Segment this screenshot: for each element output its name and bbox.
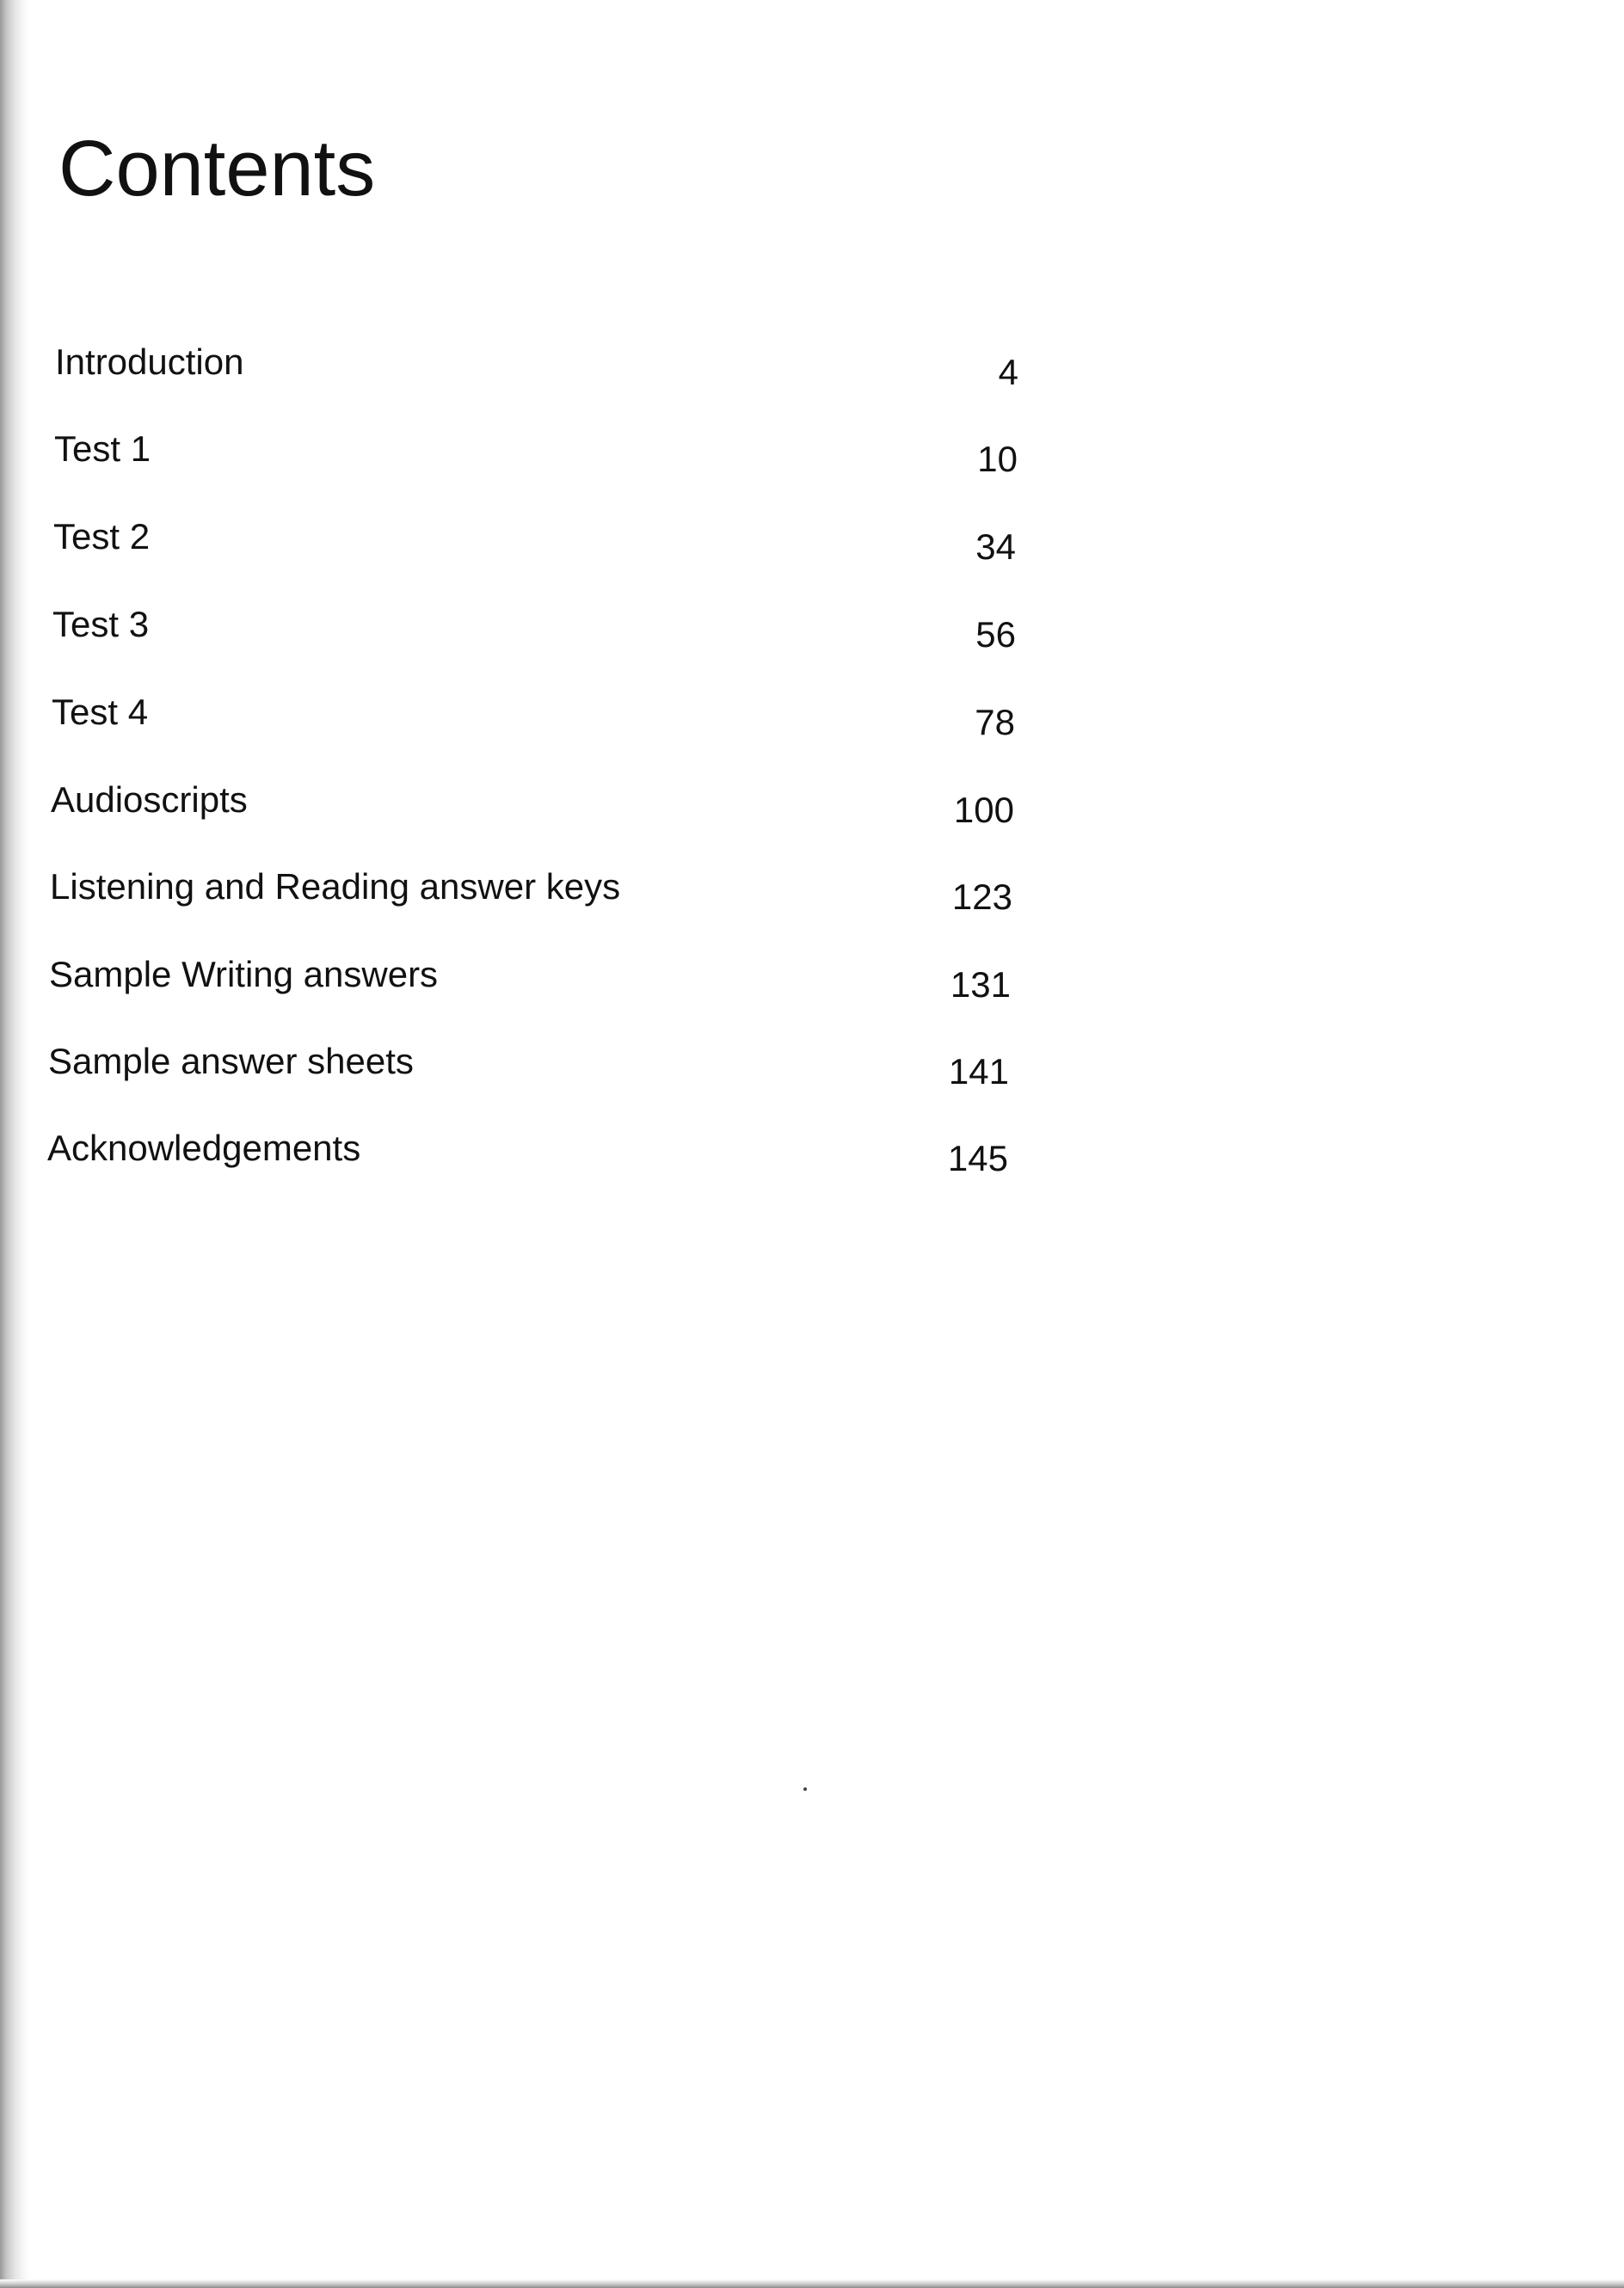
toc-page-number: 4 [998, 352, 1018, 392]
toc-entry-label: Test 2 [53, 516, 151, 557]
toc-page-number: 141 [948, 1051, 1009, 1092]
toc-entry-label: Test 3 [52, 604, 150, 644]
toc-entry-label: Sample answer sheets [48, 1041, 414, 1081]
toc-page-number: 34 [975, 526, 1016, 567]
page-title: Contents [58, 125, 376, 212]
scan-speck [803, 1787, 807, 1791]
toc-page-number: 123 [951, 876, 1012, 917]
toc-entry-label: Acknowledgements [47, 1128, 361, 1168]
toc-page-number: 56 [975, 614, 1016, 655]
toc-entry-label: Introduction [55, 341, 244, 382]
toc-entry-label: Test 1 [54, 428, 151, 469]
toc-page-number: 78 [975, 702, 1015, 742]
toc-entry-label: Sample Writing answers [49, 954, 439, 994]
toc-entry-label: Audioscripts [51, 779, 248, 820]
toc-page-number: 100 [953, 790, 1014, 830]
toc-page-number: 10 [977, 439, 1018, 479]
toc-entry-label: Listening and Reading answer keys [50, 866, 621, 907]
toc-page-number: 131 [950, 964, 1011, 1005]
toc-page-number: 145 [947, 1138, 1008, 1178]
toc-entry-label: Test 4 [52, 692, 149, 732]
